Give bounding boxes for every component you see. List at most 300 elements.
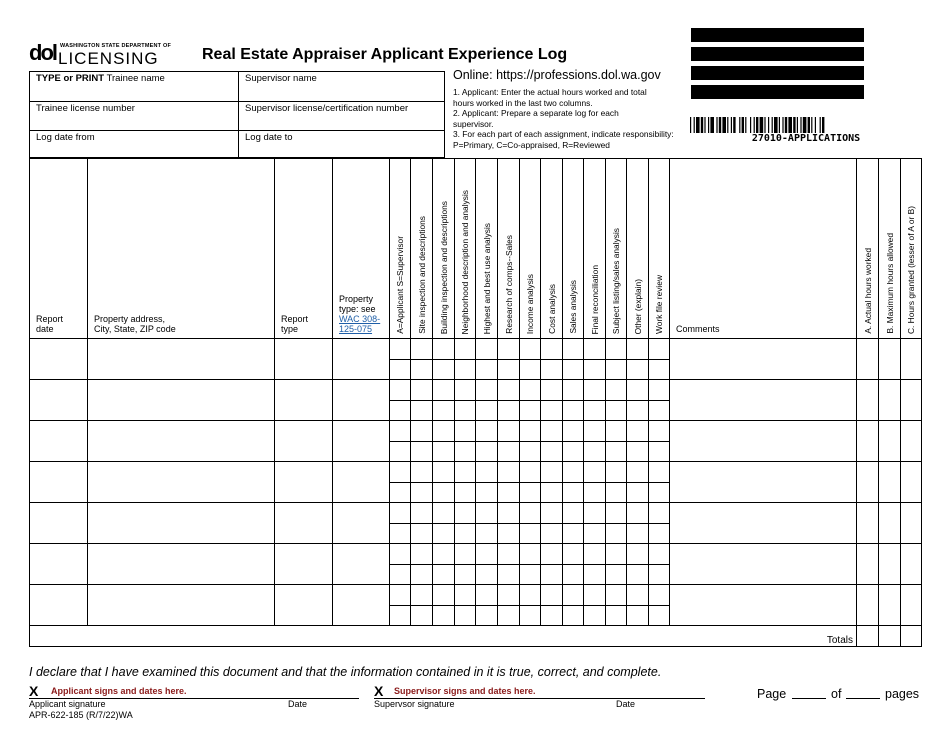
property-type-cell[interactable]: [333, 421, 390, 462]
task-cell[interactable]: [520, 339, 541, 360]
task-cell[interactable]: [520, 564, 541, 585]
task-cell[interactable]: [649, 380, 670, 401]
task-cell[interactable]: [433, 400, 455, 421]
task-cell[interactable]: [584, 400, 606, 421]
task-cell[interactable]: [606, 380, 627, 401]
task-cell[interactable]: [433, 462, 455, 483]
hours-cell[interactable]: [857, 544, 879, 585]
hours-cell[interactable]: [879, 585, 901, 626]
report-date-cell[interactable]: [30, 421, 88, 462]
task-cell[interactable]: [455, 482, 476, 503]
hours-cell[interactable]: [857, 421, 879, 462]
task-cell[interactable]: [606, 605, 627, 626]
task-cell[interactable]: [649, 605, 670, 626]
wac-link[interactable]: 125-075: [339, 324, 373, 334]
task-cell[interactable]: [390, 339, 411, 360]
report-type-cell[interactable]: [275, 421, 333, 462]
task-cell[interactable]: [541, 503, 563, 524]
task-cell[interactable]: [411, 380, 433, 401]
hours-cell[interactable]: [879, 462, 901, 503]
task-cell[interactable]: [390, 380, 411, 401]
task-cell[interactable]: [627, 482, 649, 503]
task-label: Final reconciliation: [589, 264, 600, 334]
task-cell[interactable]: [476, 380, 498, 401]
wac-link[interactable]: WAC 308-: [339, 314, 381, 324]
supervisor-license-label: Supervisor license/certification number: [245, 103, 409, 114]
task-cell[interactable]: [520, 544, 541, 565]
task-label: Research of comps--Sales: [503, 235, 514, 334]
applicant-x-mark: X: [29, 683, 39, 699]
hours-cell[interactable]: [901, 544, 922, 585]
property-type-cell[interactable]: [333, 380, 390, 421]
task-label: Cost analysis: [546, 284, 557, 334]
task-cell[interactable]: [433, 359, 455, 380]
task-cell[interactable]: [411, 359, 433, 380]
task-cell[interactable]: [649, 503, 670, 524]
header-text: date: [36, 324, 54, 334]
task-cell[interactable]: [390, 544, 411, 565]
property-type-cell[interactable]: [333, 462, 390, 503]
task-cell[interactable]: [584, 523, 606, 544]
task-cell[interactable]: [649, 400, 670, 421]
task-cell[interactable]: [390, 503, 411, 524]
report-type-cell[interactable]: [275, 585, 333, 626]
task-cell[interactable]: [541, 523, 563, 544]
comments-cell[interactable]: [670, 421, 857, 462]
comments-cell[interactable]: [670, 544, 857, 585]
trainee-license-label: Trainee license number: [36, 103, 135, 114]
task-cell[interactable]: [455, 339, 476, 360]
task-cell[interactable]: [606, 421, 627, 442]
task-cell[interactable]: [411, 544, 433, 565]
log-date-to-field[interactable]: [239, 131, 444, 157]
task-cell[interactable]: [541, 544, 563, 565]
task-cell[interactable]: [606, 441, 627, 462]
task-cell[interactable]: [498, 339, 520, 360]
task-cell[interactable]: [627, 400, 649, 421]
instruction-line: P=Primary, C=Co-appraised, R=Reviewed: [453, 139, 610, 150]
report-type-cell[interactable]: [275, 462, 333, 503]
task-cell[interactable]: [411, 585, 433, 606]
task-cell[interactable]: [649, 359, 670, 380]
report-date-cell[interactable]: [30, 339, 88, 380]
instruction-line: 1. Applicant: Enter the actual hours worked and total: [453, 87, 647, 97]
hours-cell[interactable]: [901, 462, 922, 503]
task-cell[interactable]: [520, 359, 541, 380]
table-row: [30, 503, 922, 524]
task-label: Site inspection and descriptions: [416, 216, 427, 334]
task-cell[interactable]: [455, 421, 476, 442]
task-cell[interactable]: [584, 605, 606, 626]
task-cell[interactable]: [390, 564, 411, 585]
task-cell[interactable]: [584, 421, 606, 442]
task-cell[interactable]: [584, 339, 606, 360]
task-cell[interactable]: [627, 585, 649, 606]
task-cell[interactable]: [563, 544, 584, 565]
task-cell[interactable]: [649, 523, 670, 544]
task-cell[interactable]: [433, 605, 455, 626]
col-task: [476, 159, 498, 339]
task-cell[interactable]: [498, 585, 520, 606]
hours-cell[interactable]: [857, 339, 879, 380]
task-cell[interactable]: [476, 503, 498, 524]
task-cell[interactable]: [649, 421, 670, 442]
task-cell[interactable]: [390, 441, 411, 462]
property-address-cell[interactable]: [88, 421, 275, 462]
totals-cell[interactable]: [901, 626, 922, 647]
hours-cell[interactable]: [879, 421, 901, 462]
task-cell[interactable]: [649, 585, 670, 606]
task-cell[interactable]: [627, 339, 649, 360]
logo-department: WASHINGTON STATE DEPARTMENT OF: [60, 43, 172, 49]
task-cell[interactable]: [390, 462, 411, 483]
task-cell[interactable]: [433, 503, 455, 524]
report-type-cell[interactable]: [275, 503, 333, 544]
task-cell[interactable]: [563, 462, 584, 483]
task-cell[interactable]: [433, 339, 455, 360]
property-address-cell[interactable]: [88, 462, 275, 503]
task-cell[interactable]: [433, 564, 455, 585]
property-type-cell[interactable]: [333, 503, 390, 544]
task-cell[interactable]: [455, 359, 476, 380]
task-cell[interactable]: [520, 380, 541, 401]
hours-cell[interactable]: [857, 503, 879, 544]
task-cell[interactable]: [649, 544, 670, 565]
task-cell[interactable]: [627, 359, 649, 380]
task-cell[interactable]: [649, 462, 670, 483]
task-cell[interactable]: [627, 564, 649, 585]
col-task: [606, 159, 627, 339]
hours-cell[interactable]: [901, 585, 922, 626]
property-address-cell[interactable]: [88, 544, 275, 585]
task-cell[interactable]: [520, 421, 541, 442]
table-row: [30, 339, 922, 360]
task-cell[interactable]: [606, 359, 627, 380]
task-cell[interactable]: [498, 441, 520, 462]
task-cell[interactable]: [498, 359, 520, 380]
task-cell[interactable]: [498, 380, 520, 401]
task-cell[interactable]: [411, 482, 433, 503]
task-cell[interactable]: [563, 339, 584, 360]
task-cell[interactable]: [390, 421, 411, 442]
totals-cell[interactable]: [857, 626, 879, 647]
task-cell[interactable]: [520, 605, 541, 626]
task-cell[interactable]: [476, 523, 498, 544]
declaration: I declare that I have examined this document and that the information contained in it is true, correct, and complete.: [29, 665, 662, 679]
task-cell[interactable]: [433, 585, 455, 606]
task-cell[interactable]: [606, 462, 627, 483]
task-cell[interactable]: [498, 503, 520, 524]
totals-label: Totals: [30, 626, 857, 647]
task-cell[interactable]: [649, 564, 670, 585]
task-label: Work file review: [654, 275, 664, 334]
task-cell[interactable]: [584, 359, 606, 380]
report-type-cell[interactable]: [275, 339, 333, 380]
report-date-cell[interactable]: [30, 380, 88, 421]
hours-cell[interactable]: [901, 380, 922, 421]
col-actual-hours: [857, 159, 879, 339]
task-cell[interactable]: [498, 544, 520, 565]
task-cell[interactable]: [476, 482, 498, 503]
task-cell[interactable]: [520, 462, 541, 483]
supervisor-date-label: Date: [616, 699, 636, 709]
task-cell[interactable]: [541, 380, 563, 401]
task-cell[interactable]: [541, 605, 563, 626]
property-type-cell[interactable]: [333, 339, 390, 380]
task-cell[interactable]: [606, 544, 627, 565]
property-address-cell[interactable]: [88, 585, 275, 626]
task-cell[interactable]: [563, 421, 584, 442]
hours-cell[interactable]: [879, 380, 901, 421]
task-cell[interactable]: [563, 503, 584, 524]
col-task: [411, 159, 433, 339]
page-total-field[interactable]: [846, 698, 880, 699]
task-cell[interactable]: [476, 564, 498, 585]
task-cell[interactable]: [390, 359, 411, 380]
task-cell[interactable]: [606, 482, 627, 503]
trainee-name-label: Trainee name: [106, 73, 165, 84]
task-cell[interactable]: [498, 523, 520, 544]
task-cell[interactable]: [649, 482, 670, 503]
header-row: [30, 159, 922, 339]
task-cell[interactable]: [520, 503, 541, 524]
task-cell[interactable]: [476, 441, 498, 462]
hours-cell[interactable]: [857, 462, 879, 503]
task-cell[interactable]: [455, 462, 476, 483]
form-title: Real Estate Appraiser Applicant Experience Log: [202, 46, 568, 63]
property-address-cell[interactable]: [88, 380, 275, 421]
task-cell[interactable]: [627, 544, 649, 565]
task-cell[interactable]: [520, 523, 541, 544]
task-cell[interactable]: [563, 400, 584, 421]
task-cell[interactable]: [433, 482, 455, 503]
task-cell[interactable]: [498, 605, 520, 626]
hours-cell[interactable]: [857, 585, 879, 626]
col-report-date: [30, 159, 88, 339]
task-cell[interactable]: [455, 605, 476, 626]
task-cell[interactable]: [627, 462, 649, 483]
header-text: Comments: [676, 324, 720, 334]
report-date-cell[interactable]: [30, 585, 88, 626]
hours-cell[interactable]: [879, 339, 901, 380]
task-cell[interactable]: [476, 359, 498, 380]
report-type-cell[interactable]: [275, 544, 333, 585]
task-cell[interactable]: [476, 544, 498, 565]
task-cell[interactable]: [563, 482, 584, 503]
task-cell[interactable]: [541, 339, 563, 360]
property-address-cell[interactable]: [88, 339, 275, 380]
col-task: [649, 159, 670, 339]
task-cell[interactable]: [498, 564, 520, 585]
task-cell[interactable]: [563, 359, 584, 380]
task-cell[interactable]: [411, 421, 433, 442]
report-date-cell[interactable]: [30, 544, 88, 585]
task-cell[interactable]: [411, 441, 433, 462]
task-cell[interactable]: [627, 380, 649, 401]
task-cell[interactable]: [411, 605, 433, 626]
task-cell[interactable]: [433, 421, 455, 442]
hours-cell[interactable]: [901, 503, 922, 544]
task-cell[interactable]: [563, 441, 584, 462]
supervisor-name-label: Supervisor name: [245, 73, 317, 84]
col-property-address: [88, 159, 275, 339]
col-task: [433, 159, 455, 339]
task-cell[interactable]: [476, 585, 498, 606]
report-date-cell[interactable]: [30, 462, 88, 503]
task-cell[interactable]: [627, 605, 649, 626]
supervisor-name-field[interactable]: [239, 72, 444, 102]
task-cell[interactable]: [606, 400, 627, 421]
task-cell[interactable]: [433, 523, 455, 544]
trainee-license-field[interactable]: [30, 102, 239, 131]
page-label: Page: [757, 687, 787, 701]
property-address-cell[interactable]: [88, 503, 275, 544]
barcode: [690, 117, 902, 133]
trainee-name-field[interactable]: [30, 72, 239, 102]
col-task: [520, 159, 541, 339]
task-cell[interactable]: [649, 339, 670, 360]
comments-cell[interactable]: [670, 380, 857, 421]
page-number-field[interactable]: [792, 698, 826, 699]
task-cell[interactable]: [520, 400, 541, 421]
task-cell[interactable]: [541, 359, 563, 380]
task-cell[interactable]: [606, 339, 627, 360]
log-date-from-field[interactable]: [30, 131, 239, 157]
task-cell[interactable]: [455, 544, 476, 565]
task-cell[interactable]: [433, 380, 455, 401]
task-cell[interactable]: [498, 421, 520, 442]
task-cell[interactable]: [390, 400, 411, 421]
form-number: APR-622-185 (R/7/22)WA: [29, 710, 133, 720]
type-or-print-label: TYPE or PRINT: [36, 73, 105, 84]
task-cell[interactable]: [520, 441, 541, 462]
task-cell[interactable]: [584, 441, 606, 462]
task-cell[interactable]: [411, 400, 433, 421]
task-cell[interactable]: [455, 441, 476, 462]
task-cell[interactable]: [584, 462, 606, 483]
task-cell[interactable]: [606, 585, 627, 606]
task-cell[interactable]: [627, 523, 649, 544]
task-cell[interactable]: [476, 339, 498, 360]
task-cell[interactable]: [498, 462, 520, 483]
comments-cell[interactable]: [670, 585, 857, 626]
task-cell[interactable]: [649, 441, 670, 462]
col-task: [627, 159, 649, 339]
task-cell[interactable]: [520, 482, 541, 503]
supervisor-signature-label: Supervsor signature: [374, 699, 455, 709]
task-cell[interactable]: [476, 421, 498, 442]
task-cell[interactable]: [541, 400, 563, 421]
supervisor-license-field[interactable]: [239, 102, 444, 131]
task-cell[interactable]: [606, 523, 627, 544]
task-cell[interactable]: [563, 523, 584, 544]
hours-cell[interactable]: [901, 421, 922, 462]
task-cell[interactable]: [584, 503, 606, 524]
task-cell[interactable]: [411, 339, 433, 360]
task-cell[interactable]: [390, 605, 411, 626]
task-cell[interactable]: [584, 544, 606, 565]
supervisor-x-mark: X: [374, 683, 384, 699]
task-cell[interactable]: [541, 585, 563, 606]
hours-cell[interactable]: [879, 544, 901, 585]
task-cell[interactable]: [476, 605, 498, 626]
redaction-bar: [691, 47, 864, 61]
report-type-cell[interactable]: [275, 380, 333, 421]
task-cell[interactable]: [455, 503, 476, 524]
task-cell[interactable]: [433, 441, 455, 462]
task-cell[interactable]: [563, 605, 584, 626]
property-type-cell[interactable]: [333, 544, 390, 585]
task-cell[interactable]: [584, 564, 606, 585]
task-cell[interactable]: [563, 564, 584, 585]
task-cell[interactable]: [411, 523, 433, 544]
hours-cell[interactable]: [879, 503, 901, 544]
task-cell[interactable]: [541, 421, 563, 442]
task-cell[interactable]: [498, 482, 520, 503]
task-cell[interactable]: [520, 585, 541, 606]
task-cell[interactable]: [541, 441, 563, 462]
task-cell[interactable]: [627, 421, 649, 442]
task-cell[interactable]: [606, 564, 627, 585]
task-cell[interactable]: [390, 482, 411, 503]
task-cell[interactable]: [455, 400, 476, 421]
task-cell[interactable]: [541, 462, 563, 483]
comments-cell[interactable]: [670, 339, 857, 380]
task-cell[interactable]: [433, 544, 455, 565]
task-cell[interactable]: [584, 585, 606, 606]
hours-cell[interactable]: [901, 339, 922, 380]
task-cell[interactable]: [498, 400, 520, 421]
header-text: Report: [36, 314, 64, 324]
task-cell[interactable]: [476, 400, 498, 421]
instruction-line: supervisor.: [453, 118, 494, 129]
task-cell[interactable]: [541, 564, 563, 585]
comments-cell[interactable]: [670, 462, 857, 503]
instruction-line: 2. Applicant: Prepare a separate log for each: [453, 108, 619, 119]
task-cell[interactable]: [455, 523, 476, 544]
task-cell[interactable]: [541, 482, 563, 503]
report-date-cell[interactable]: [30, 503, 88, 544]
task-cell[interactable]: [390, 585, 411, 606]
totals-cell[interactable]: [879, 626, 901, 647]
task-cell[interactable]: [411, 462, 433, 483]
log-date-to-label: Log date to: [245, 132, 293, 143]
task-cell[interactable]: [411, 503, 433, 524]
task-cell[interactable]: [584, 482, 606, 503]
task-cell[interactable]: [627, 503, 649, 524]
task-cell[interactable]: [455, 564, 476, 585]
task-label: A=Applicant S=Supervisor: [395, 236, 405, 334]
hours-cell[interactable]: [857, 380, 879, 421]
task-cell[interactable]: [563, 585, 584, 606]
logo-name: LICENSING: [58, 49, 159, 68]
col-task: [498, 159, 520, 339]
task-cell[interactable]: [390, 523, 411, 544]
task-cell[interactable]: [584, 380, 606, 401]
task-label: Income analysis: [525, 273, 535, 334]
online-url[interactable]: Online: https://professions.dol.wa.gov: [453, 68, 661, 82]
task-cell[interactable]: [411, 564, 433, 585]
task-cell[interactable]: [455, 380, 476, 401]
comments-cell[interactable]: [670, 503, 857, 544]
property-type-cell[interactable]: [333, 585, 390, 626]
task-cell[interactable]: [563, 380, 584, 401]
task-label: Neighborhood description and analysis: [460, 189, 470, 334]
task-cell[interactable]: [455, 585, 476, 606]
task-cell[interactable]: [627, 441, 649, 462]
task-cell[interactable]: [476, 462, 498, 483]
task-cell[interactable]: [606, 503, 627, 524]
